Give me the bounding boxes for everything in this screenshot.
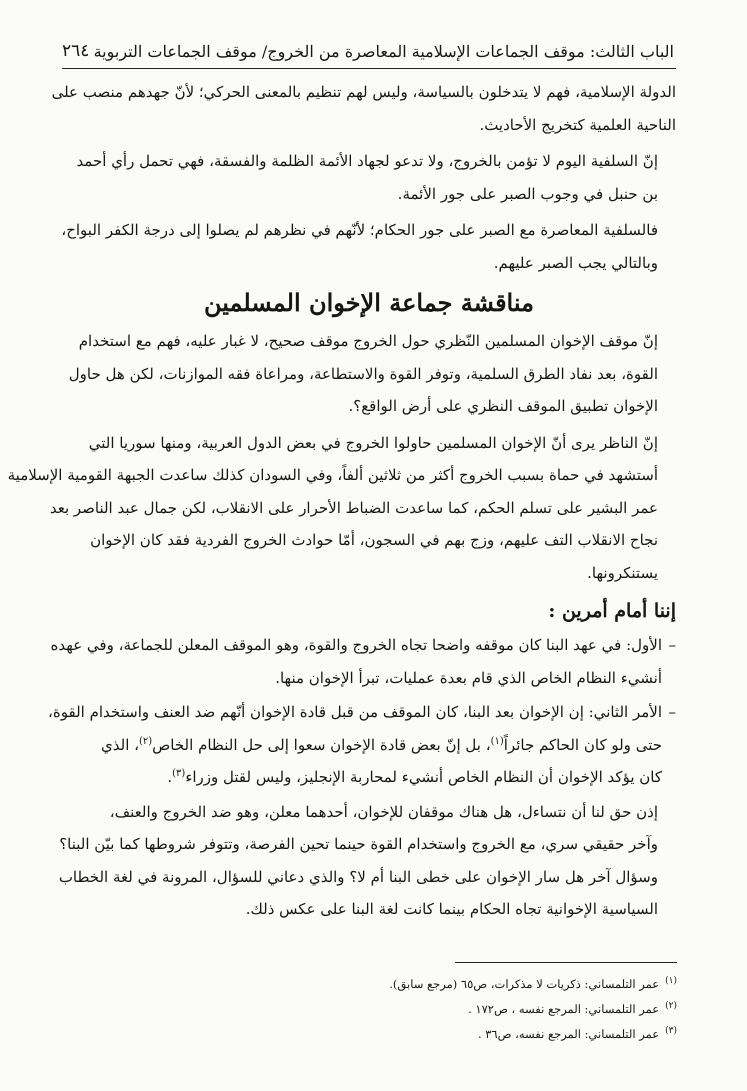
paragraph	[62, 325, 676, 423]
paragraph	[62, 214, 676, 279]
footnote-ref[interactable]: (١)	[490, 735, 504, 747]
list-dash: –	[668, 703, 676, 721]
paragraph	[51, 76, 676, 141]
list-item	[50, 629, 676, 694]
text-line: يستنكرونها.	[587, 563, 658, 582]
item-text: كان يؤكد الإخوان أن النظام الخاص أنشيء لمحاربة الإنجليز، وليس لقتل وزراء	[185, 768, 662, 786]
footnote-mark: (٣)	[665, 1025, 677, 1036]
running-header	[62, 36, 674, 66]
item-text: ، الذي	[101, 735, 139, 754]
text-line	[62, 761, 676, 794]
item-text: حتى ولو كان الحاكم جائراً	[503, 735, 662, 754]
text-line: الإخوان تطبيق الموقف النظري على أرض الواقع؟.	[348, 397, 658, 415]
footnote-text: عمر التلمساني: المرجع نفسه، ص٣٦ .	[477, 1026, 660, 1041]
footnote-mark: (١)	[665, 976, 677, 986]
footnote-ref[interactable]: (٣)	[172, 768, 186, 779]
list-dash: –	[668, 636, 676, 654]
text-line: السياسية الإخوانية تجاه الحكام بينما كانت لغة البنا على عكس ذلك.	[245, 900, 658, 918]
text-line: أستشهد في حماة بسبب الخروج أكثر من ثلاثين ألفاً، وفي السودان كذلك ساعدت الجبهة القومية الإسلامية	[7, 466, 658, 484]
paragraph	[62, 145, 676, 210]
footnote-text: عمر التلمساني: ذكريات لا مذكرات، ص٦٥ (مرجع سابق).	[389, 976, 660, 991]
text-line: بن حنبل في وجوب الصبر على جور الأئمة.	[397, 184, 658, 203]
text-line: وسؤال آخر هل سار الإخوان على خطى البنا أم لا؟ والذي دعاني للسؤال، المرونة في لغة الخطاب	[58, 867, 658, 886]
item-text: الأمر الثاني: إن الإخوان بعد البنا، كان الموقف من قبل قادة الإخوان أنّهم ضد العنف واستخدام القوة،	[48, 703, 662, 721]
paragraph	[58, 796, 676, 926]
item-text: ، بل إنّ بعض قادة الإخوان سعوا إلى حل النظام الخاص	[152, 735, 491, 754]
paragraph	[7, 427, 676, 590]
text-line: فالسلفية المعاصرة مع الصبر على جور الحكام؛ لأنّهم في نظرهم لم يصلوا إلى درجة الكفر البواح،	[61, 221, 658, 239]
text-line: إذن حق لنا أن نتساءل، هل هناك موقفان للإخوان، أحدهما معلن، وهو ضد الخروج والعنف،	[109, 802, 658, 821]
text-line	[48, 696, 676, 729]
footnote-mark: (٢)	[665, 1000, 677, 1011]
text-line: الدولة الإسلامية، فهم لا يتدخلون بالسياسة، وليس لهم تنظيم بالمعنى الحركي؛ لأنّ جهدهم منصب على	[51, 83, 676, 101]
text-line: القوة، بعد نفاد الطرق السلمية، وتوفر القوة والاستطاعة، ومراعاة فقه الموازنات، لكن هل حاول	[68, 364, 658, 383]
footnote-text: عمر التلمساني: المرجع نفسه ، ص١٧٢ .	[468, 1001, 660, 1016]
page-body	[7, 76, 676, 930]
item-text: الأول: في عهد البنا كان موقفه واضحا تجاه الخروج والقوة، وهو الموقف المعلن للجماعة، وفي عهده	[50, 636, 662, 654]
text-line: وآخر حقيقي سري، مع الخروج واستخدام القوة حينما تحين الفرصة، وتتوفر شروطها كما بيّن البنا؟	[59, 835, 658, 853]
text-line: إنّ السلفية اليوم لا تؤمن بالخروج، ولا تدعو لجهاد الأئمة الظلمة والفسقة، فهي تحمل رأي أحمد	[76, 152, 658, 170]
sub-heading: إننا أمام أمرين :	[548, 600, 676, 622]
running-title: الباب الثالث: موقف الجماعات الإسلامية المعاصرة من الخروج/ موقف الجماعات التربوية	[93, 41, 674, 61]
footnote-divider	[455, 962, 677, 963]
section-heading: مناقشة جماعة الإخوان المسلمين	[204, 288, 534, 317]
item-text: .	[167, 768, 173, 786]
footnote	[300, 995, 677, 1020]
text-line: إنّ موقف الإخوان المسلمين النّظري حول الخروج موقف صحيح، لا غبار عليه، فهم مع استخدام	[78, 332, 658, 350]
header-divider	[62, 68, 676, 69]
page-number: ٢٦٤	[62, 41, 90, 61]
text-line: أنشيء النظام الخاص الذي قام بعدة عمليات، تبرأ الإخوان منها.	[275, 668, 662, 687]
text-line	[62, 729, 676, 762]
text-line: الناحية العلمية كتخريج الأحاديث.	[479, 115, 676, 134]
text-line: نجاح الانقلاب التف عليهم، وزج بهم في السجون، أمّا حوادث الخروج الفردية فقد كان الإخوان	[90, 531, 658, 549]
footnote	[300, 970, 677, 995]
text-line: عمر البشير على تسلم الحكم، كما ساعدت الضباط الأحرار على الانقلاب، لكن جمال عبد الناصر بعد	[49, 498, 658, 517]
text-line: إنّ الناظر يرى أنّ الإخوان المسلمين حاولوا الخروج في بعض الدول العربية، ومنها سوريا التي	[88, 433, 658, 452]
list-item	[48, 696, 676, 794]
text-line: وبالتالي يجب الصبر عليهم.	[493, 253, 658, 272]
footnote-ref[interactable]: (٢)	[138, 735, 153, 747]
footnote	[300, 1020, 677, 1045]
footnotes	[300, 970, 677, 1044]
text-line	[50, 629, 676, 662]
